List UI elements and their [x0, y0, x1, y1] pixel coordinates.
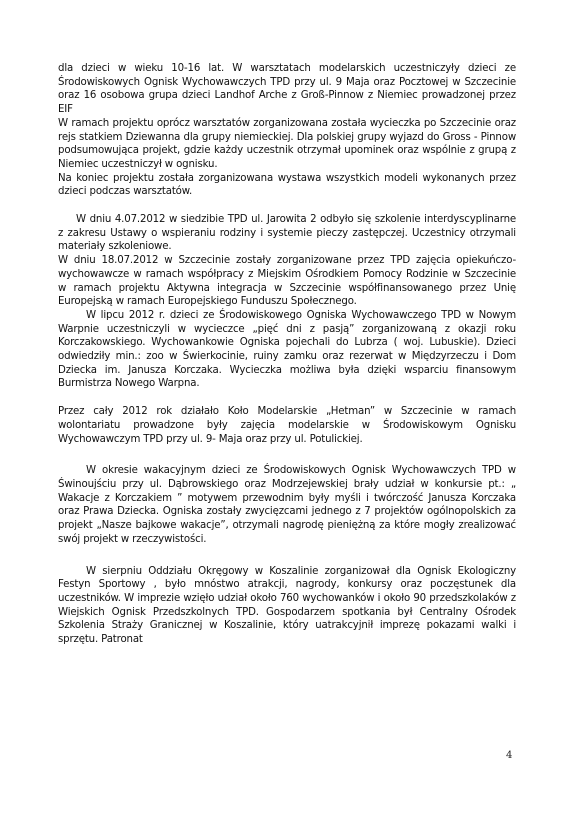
page-number: 4 [506, 750, 513, 761]
document-body [58, 62, 516, 647]
paragraph-exhibition: Na koniec projektu została zorganizowana wystawa wszystkich modeli wykonanych przez dzieci podczas warsztatów. [58, 172, 516, 198]
paragraph-training: W dniu 4.07.2012 w siedzibie TPD ul. Jarowita 2 odbyło się szkolenie interdyscyplinarne z zakresu Ustawy o wspieraniu rodziny i systemie pieczy zastępczej. Uczestnicy otrzymali materiały szkoleniowe. [58, 214, 516, 253]
paragraph-august-festival: W sierpniu Oddziału Okręgowy w Koszalinie zorganizował dla Ognisk Ekologiczny Festyn Sportowy , było mnóstwo atrakcji, nagrody, konkursy oraz poczęstunek dla uczestników. W imprezie wzięło udział około 760 wychowanków i około 90 przedszkolaków z Wiejskich Ognisk Przedszkolnych TPD. Gospodarzem spotkania był Centralny Ośrodek Szkolenia Straży Granicznej w Koszalinie, który uatrakcyjnił imprezę pokazami walki i sprzętu. Patronat [58, 565, 516, 646]
spacer [58, 547, 516, 565]
paragraph-holiday-contest: W okresie wakacyjnym dzieci ze Środowiskowych Ognisk Wychowawczych TPD w Świnoujściu przy ul. Dąbrowskiego oraz Modrzejewskiej brały udział w konkursie pt.: „ Wakacje z Korczakiem ” motywem przewodnim były myśli i twórczość Janusza Korczaka oraz Prawa Dziecka. Ogniska zostały zwycięzcami jednego z 7 projektów ogólnopolskich za projekt „Nasze bajkowe wakacje”, otrzymali nagrodę pieniężną za które mogły zrealizować swój projekt w rzeczywistości. [58, 465, 516, 545]
spacer [58, 391, 516, 405]
paragraph-workshops: dla dzieci w wieku 10-16 lat. W warsztatach modelarskich uczestniczyły dzieci ze Środowiskowych Ognisk Wychowawczych TPD przy ul. 9 Maja oraz Pocztowej w Szczecinie oraz 16 osobowa grupa dzieci Landhof Arche z Groß-Pinnow z Niemiec prowadzonej przez EIF [58, 63, 516, 116]
spacer [58, 199, 516, 213]
spacer [58, 446, 516, 464]
paragraph-july-trip: W lipcu 2012 r. dzieci ze Środowiskowego Ogniska Wychowawczego TPD w Nowym Warpnie uczestniczyli w wycieczce „pięć dni z pasją” zorganizowaną z okazji roku Korczakowskiego. Wychowankowie Ogniska pojechali do Lubrza ( woj. Lubuskie). Dzieci odwiedziły min.: zoo w Świerkocinie, ruiny zamku oraz rezerwat w Międzyrzeczu i Dom Dziecka im. Janusza Korczaka. Wycieczka możliwa była dzięki wsparciu finansowym Burmistrza Nowego Warpna. [58, 309, 516, 390]
paragraph-trip: W ramach projektu oprócz warsztatów zorganizowana została wycieczka po Szczecinie oraz rejs statkiem Dziewanna dla grupy niemieckiej. Dla polskiej grupy wyjazd do Gross - Pinnow podsumowująca projekt, gdzie każdy uczestnik otrzymał upominek oraz wspólnie z grupą z Niemiec uczestniczył w ognisku. [58, 117, 516, 170]
paragraph-care-activities: W dniu 18.07.2012 w Szczecinie zostały zorganizowane przez TPD zajęcia opiekuńczo-wychowawcze w ramach współpracy z Miejskim Ośrodkiem Pomocy Rodzinie w Szczecinie w ramach projektu Aktywna integracja w Szczecinie współfinansowanego przez Unię Europejską w ramach Europejskiego Funduszu Społecznego. [58, 255, 516, 308]
paragraph-model-club: Przez cały 2012 rok działało Koło Modelarskie „Hetman” w Szczecinie w ramach wolontariatu prowadzone były zajęcia modelarskie w Środowiskowym Ognisku Wychowawczym TPD przy ul. 9- Maja oraz przy ul. Potulickiej. [58, 406, 516, 445]
